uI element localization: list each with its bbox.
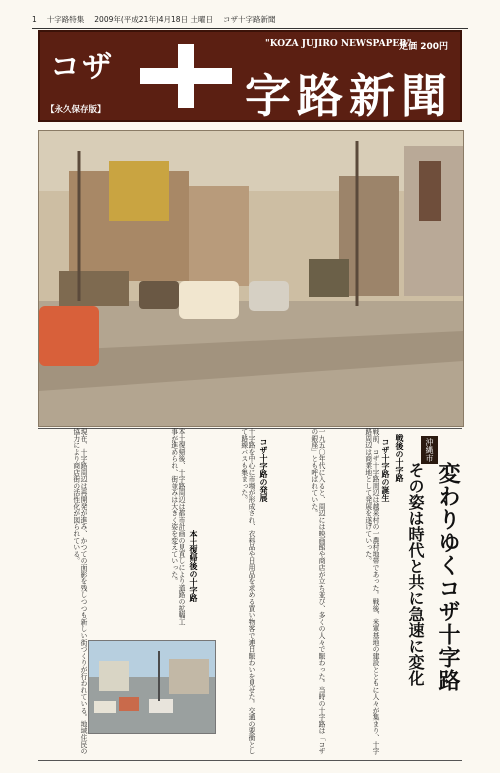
article-column-2: 一九五〇年代に入ると、周辺には映画館や商店が立ち並び、多くの人々で賑わった。当時の十字路は「コザの銀座」とも呼ばれていた。 — [309, 428, 325, 755]
edition-label: 【永久保存版】 — [46, 105, 106, 115]
article-column-3: 十字路を中心に市場が形成され、衣料品や日用品を求める買い物客で連日賑わいを見せた。交通の要衝として路線バスも集まった。 — [239, 428, 255, 755]
masthead-english: "KOZA JUJIRO NEWSPAPER" — [265, 39, 412, 49]
masthead — [38, 30, 462, 122]
headline-kicker: 戦後の十字路 — [395, 434, 404, 482]
headline-block — [394, 432, 462, 732]
paper-name: コザ十字路新聞 — [222, 14, 276, 24]
header-rule — [32, 28, 468, 29]
subhead-development: コザ十字路の発展 — [259, 438, 268, 502]
inset-photo — [88, 640, 216, 734]
article-column-1: 戦前、コザ十字路周辺は越来村の一農村地帯であった。戦後、米軍基地の建設とともに人々が集まり、十字路周辺は商業地として発展を遂げていった。 — [363, 428, 379, 755]
headline-main: 変わりゆくコザ十字路 — [435, 462, 460, 692]
header-strip — [32, 12, 468, 26]
section-name: 十字路特集 — [46, 14, 85, 24]
price: 定価 200円 — [399, 42, 448, 52]
issue-date: 2009年(平成21年)4月18日 土曜日 — [94, 14, 213, 24]
subhead-rebuild: 本土復帰後の十字路 — [189, 530, 198, 602]
divider-bottom — [38, 760, 462, 761]
region-tag: 沖縄市 — [421, 436, 438, 464]
headline-sub: その姿は時代と共に急速に変化 — [406, 462, 425, 686]
article-column-4: 本土復帰後、十字路周辺は都市計画の見直しにより道路の拡幅工事が進められ、街並みは大きく姿を変えていった。 — [169, 428, 185, 626]
cross-logo — [140, 44, 232, 108]
article-column-5: 現在、十字路周辺は再開発が進み、かつての面影を残しつつも新しい街づくりが行われている。地域住民の協力により商店街の活性化が図られている。 — [71, 428, 87, 755]
page-number: 1 — [32, 14, 37, 24]
main-photo — [38, 130, 464, 427]
subhead-birth: コザ十字路の誕生 — [381, 438, 390, 502]
masthead-kana: コザ — [50, 50, 114, 85]
masthead-kanji: 字路新聞 — [245, 69, 453, 123]
